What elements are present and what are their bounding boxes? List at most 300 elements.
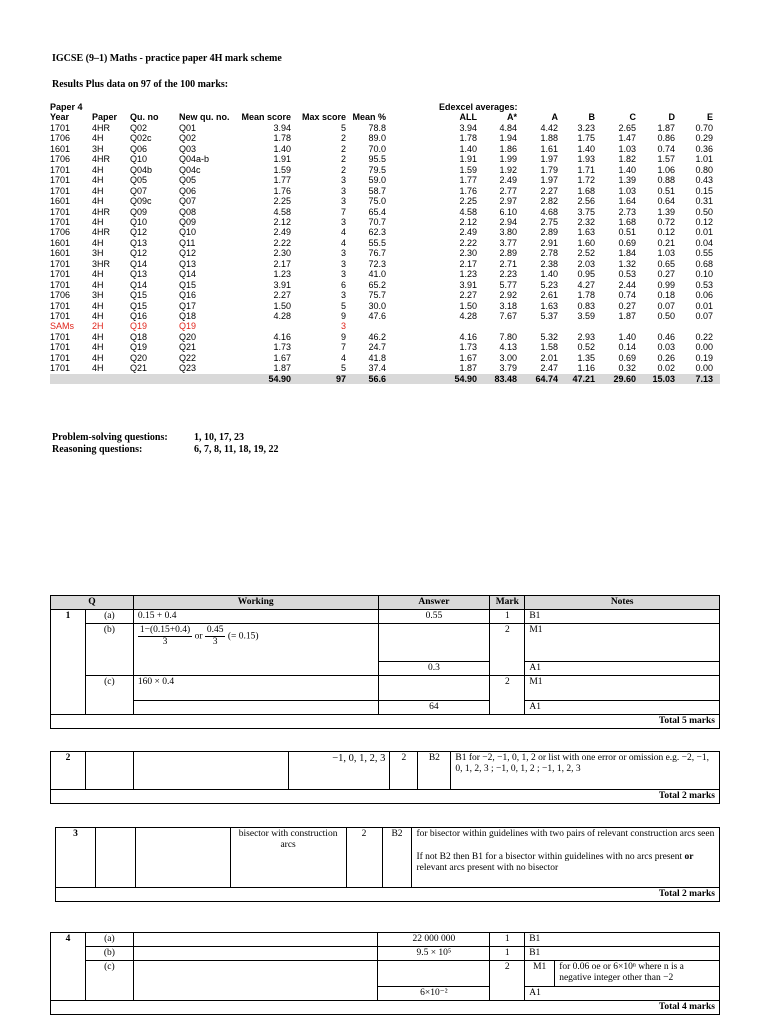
cell-c: 0.69 [618, 352, 636, 363]
cell-new-qu-no-: Q10 [179, 227, 197, 238]
cell-mean-score: 1.73 [273, 342, 291, 353]
cell-astar: 83.48 [494, 373, 517, 384]
q4c-row [51, 961, 720, 987]
cell-e: 0.01 [695, 227, 713, 238]
cell-mean-score: 1.91 [273, 154, 291, 165]
results-row [50, 259, 720, 269]
cell-all: 3.91 [459, 279, 477, 290]
cell-astar: 4.84 [499, 122, 517, 133]
cell-mean-score: 2.49 [273, 227, 291, 238]
cell-all: 2.17 [459, 258, 477, 269]
cell-mean-: 37.4 [368, 363, 386, 374]
cell-new-qu-no-: Q17 [179, 300, 197, 311]
cell-paper: 2H [92, 321, 104, 332]
q3-note-1: for bisector within guidelines with two pairs of relevant construction arcs seen [416, 829, 715, 839]
cell-max-score: 9 [340, 331, 346, 342]
cell-e: 0.31 [695, 196, 713, 207]
cell-paper: 4H [92, 363, 104, 374]
cell-mean-score: 4.16 [273, 331, 291, 342]
cell-year: 1701 [50, 269, 71, 280]
cell-c: 0.27 [618, 300, 636, 311]
cell-paper: 4H [92, 196, 104, 207]
q4a-part: (a) [85, 933, 133, 947]
q3-note-2: If not B2 then B1 for a bisector within guidelines with no arcs present or relevant arcs present with no bisector [416, 852, 694, 873]
cell-a: 4.42 [540, 122, 558, 133]
cell-mean-: 47.6 [368, 311, 386, 321]
q2-mark-table [50, 751, 720, 804]
cell-c: 1.84 [618, 248, 636, 259]
cell-b: 1.93 [577, 154, 595, 165]
cell-mean-: 89.0 [368, 133, 386, 144]
cell-new-qu-no-: Q07 [179, 196, 197, 207]
cell-paper: 4HR [92, 122, 111, 133]
cell-c: 1.87 [618, 311, 636, 321]
results-row [50, 217, 720, 227]
cell-max-score: 3 [340, 269, 346, 280]
q1c-note-m: M1 [525, 676, 720, 701]
cell-all: 54.90 [454, 373, 477, 384]
cell-a: 2.01 [540, 352, 558, 363]
cell-e: 0.10 [695, 269, 713, 280]
cell-e: 0.43 [695, 175, 713, 186]
cell-b: 2.93 [577, 331, 595, 342]
q1c-working: 160 × 0.4 [133, 676, 378, 701]
cell-e: 0.19 [695, 352, 713, 363]
cell-mean-score: 4.28 [273, 311, 291, 321]
cell-max-score: 3 [340, 185, 346, 196]
q2-mark: 2 [390, 752, 418, 790]
cell-qu-no: Q20 [130, 352, 148, 363]
cell-d: 0.07 [657, 300, 675, 311]
q1b-fraction-1: $\frac{1-(0.15+0.4)}{3}$ [139, 625, 191, 647]
cell-c: 0.69 [618, 237, 636, 248]
cell-c: 1.03 [618, 143, 636, 154]
cell-year: 1701 [50, 164, 71, 175]
results-row [50, 227, 720, 237]
q4b-answer: 9.5 × 10⁵ [378, 947, 490, 961]
q1b-note-a: A1 [525, 662, 720, 676]
edexcel-label: Edexcel averages: [439, 102, 518, 112]
cell-new-qu-no-: Q19 [179, 321, 197, 332]
cell-paper: 4H [92, 352, 104, 363]
cell-c: 1.64 [618, 196, 636, 207]
results-row [50, 123, 720, 133]
cell-b: 47.21 [572, 373, 595, 384]
cell-b: 3.75 [577, 206, 595, 217]
cell-mean-: 46.2 [368, 331, 386, 342]
cell-max-score: Max score [301, 112, 346, 123]
q1c-row [51, 676, 720, 701]
cell-max-score: 4 [340, 237, 346, 248]
q4a-working [133, 933, 378, 947]
cell-all: 1.73 [459, 342, 477, 353]
cell-astar: 3.79 [499, 363, 517, 374]
q4b-working [133, 947, 378, 961]
cell-qu-no: Q19 [130, 321, 148, 332]
cell-qu-no: Q13 [130, 269, 148, 280]
cell-b: 1.40 [577, 143, 595, 154]
cell-paper: 4H [92, 237, 104, 248]
cell-astar: 3.77 [499, 237, 517, 248]
q1c-working-blank [133, 701, 378, 715]
cell-b: 2.52 [577, 248, 595, 259]
cell-mean-: 75.0 [368, 196, 386, 207]
cell-e: 1.01 [695, 154, 713, 165]
results-row [50, 342, 720, 352]
q2-total: Total 2 marks [51, 790, 720, 804]
results-row [50, 353, 720, 363]
cell-all: 1.91 [459, 154, 477, 165]
cell-max-score: 97 [335, 373, 346, 384]
cell-astar: 2.97 [499, 196, 517, 207]
cell-new-qu-no-: Q16 [179, 290, 197, 301]
cell-new-qu-no-: Q03 [179, 143, 197, 154]
cell-new-qu-no-: Q22 [179, 352, 197, 363]
cell-astar: 5.77 [499, 279, 517, 290]
cell-a: 4.68 [540, 206, 558, 217]
cell-max-score: 2 [340, 133, 346, 144]
q1b-note-m: M1 [525, 624, 720, 662]
cell-c: 29.60 [613, 373, 636, 384]
results-group-header [50, 102, 720, 112]
q4-total-row [51, 1001, 720, 1015]
cell-year: 1701 [50, 206, 71, 217]
cell-astar: 2.71 [499, 258, 517, 269]
cell-c: 1.32 [618, 258, 636, 269]
q1a-working: 0.15 + 0.4 [133, 610, 378, 624]
cell-astar: 4.13 [499, 342, 517, 353]
cell-all: 3.94 [459, 122, 477, 133]
cell-astar: 1.99 [499, 154, 517, 165]
cell-max-score: 7 [340, 206, 346, 217]
cell-mean-score: 3.94 [273, 122, 291, 133]
cell-year: SAMs [50, 321, 75, 332]
cell-d: 0.51 [657, 185, 675, 196]
cell-new-qu-no-: Q09 [179, 216, 197, 227]
cell-mean-: 72.3 [368, 258, 386, 269]
cell-max-score: 6 [340, 279, 346, 290]
q1a-row [51, 610, 720, 624]
cell-year: 1701 [50, 216, 71, 227]
q2-working-blank [133, 752, 288, 790]
q4a-row [51, 933, 720, 947]
cell-b: 1.71 [577, 164, 595, 175]
cell-c: 0.32 [618, 363, 636, 374]
cell-year: 1701 [50, 352, 71, 363]
cell-a: 1.79 [540, 164, 558, 175]
cell-new-qu-no-: Q02 [179, 133, 197, 144]
cell-mean-: 95.5 [368, 154, 386, 165]
cell-d: 0.21 [657, 237, 675, 248]
cell-e: 0.36 [695, 143, 713, 154]
cell-all: 1.77 [459, 175, 477, 186]
cell-all: 4.28 [459, 311, 477, 321]
q4a-note: B1 [525, 933, 720, 947]
cell-a: 2.75 [540, 216, 558, 227]
cell-max-score: 3 [340, 175, 346, 186]
cell-qu-no: Q21 [130, 363, 148, 374]
results-row [50, 165, 720, 175]
cell-mean-score: 1.67 [273, 352, 291, 363]
q1c-answer-blank [378, 676, 490, 701]
cell-qu-no: Q15 [130, 300, 148, 311]
q4-total: Total 4 marks [51, 1001, 720, 1015]
results-row [50, 248, 720, 258]
cell-b: 0.52 [577, 342, 595, 353]
cell-b: 2.32 [577, 216, 595, 227]
cell-qu-no: Q09c [130, 196, 152, 207]
q1a-mark: 1 [490, 610, 525, 624]
cell-mean-: 59.0 [368, 175, 386, 186]
cell-c: 1.03 [618, 185, 636, 196]
cell-paper: 4H [92, 216, 104, 227]
results-row [50, 321, 720, 331]
cell-qu-no: Q07 [130, 185, 148, 196]
q2-note: B1 for −2, −1, 0, 1, 2 or list with one error or omission e.g. −2, −1, 0, 1, 2, 3 ; −1, 0, 1, 2 ; −1, 1, 2, 3 [451, 752, 720, 790]
paper-label: Paper 4 [50, 102, 83, 112]
cell-astar: 1.92 [499, 164, 517, 175]
cell-all: 1.23 [459, 269, 477, 280]
cell-d: 0.27 [657, 269, 675, 280]
cell-paper: 3H [92, 143, 104, 154]
cell-qu-no: Q12 [130, 248, 148, 259]
cell-mean-: Mean % [352, 112, 386, 123]
cell-b: 2.03 [577, 258, 595, 269]
q1b-or: or [194, 631, 203, 642]
cell-astar: 1.86 [499, 143, 517, 154]
cell-astar: 3.80 [499, 227, 517, 238]
cell-e: 7.13 [695, 373, 713, 384]
cell-b: 2.56 [577, 196, 595, 207]
cell-a: 1.58 [540, 342, 558, 353]
cell-new-qu-no-: Q20 [179, 331, 197, 342]
cell-d: 0.12 [657, 227, 675, 238]
cell-e: 0.12 [695, 216, 713, 227]
cell-mean-score: 4.58 [273, 206, 291, 217]
cell-e: 0.50 [695, 206, 713, 217]
cell-astar: 2.94 [499, 216, 517, 227]
reasoning-value: 6, 7, 8, 11, 18, 19, 22 [194, 444, 279, 455]
q4-mark-table [50, 932, 720, 1015]
cell-new-qu-no-: Q21 [179, 342, 197, 353]
q1b-part: (b) [85, 624, 133, 676]
cell-d: 0.88 [657, 175, 675, 186]
results-row [50, 269, 720, 279]
q3-mark: 2 [346, 828, 382, 888]
cell-d: 0.65 [657, 258, 675, 269]
cell-mean-: 79.5 [368, 164, 386, 175]
cell-astar: 2.49 [499, 175, 517, 186]
cell-c: 1.40 [618, 331, 636, 342]
q1a-answer: 0.55 [378, 610, 490, 624]
cell-max-score: 2 [340, 164, 346, 175]
cell-d: 0.64 [657, 196, 675, 207]
cell-year: 1701 [50, 175, 71, 186]
cell-all: 2.49 [459, 227, 477, 238]
q1b-row [51, 624, 720, 662]
cell-e: 0.68 [695, 258, 713, 269]
cell-d: 0.26 [657, 352, 675, 363]
q1c-answer-row [51, 701, 720, 715]
q2-part-blank [85, 752, 133, 790]
problem-solving-label: Problem-solving questions: [52, 432, 168, 443]
cell-e: 0.00 [695, 342, 713, 353]
cell-b: B [588, 112, 595, 123]
cell-all: 2.30 [459, 248, 477, 259]
cell-mean-: 24.7 [368, 342, 386, 353]
cell-new-qu-no-: Q12 [179, 248, 197, 259]
cell-qu-no: Q09 [130, 206, 148, 217]
q1a-part: (a) [85, 610, 133, 624]
cell-astar: 7.67 [499, 311, 517, 321]
cell-c: 0.53 [618, 269, 636, 280]
cell-astar: 2.77 [499, 185, 517, 196]
cell-max-score: 3 [340, 196, 346, 207]
cell-year: 1706 [50, 290, 71, 301]
cell-year: Year [50, 112, 70, 123]
cell-d: 0.72 [657, 216, 675, 227]
q3-number: 3 [56, 828, 96, 888]
cell-new-qu-no-: New qu. no. [179, 112, 230, 123]
q1c-answer: 64 [378, 701, 490, 715]
cell-c: 1.39 [618, 175, 636, 186]
cell-e: 0.22 [695, 331, 713, 342]
cell-all: 1.59 [459, 164, 477, 175]
cell-astar: 3.00 [499, 352, 517, 363]
cell-mean-score: 1.78 [273, 133, 291, 144]
cell-mean-: 78.8 [368, 122, 386, 133]
cell-d: 1.39 [657, 206, 675, 217]
q1-header-row [51, 596, 720, 610]
cell-year: 1706 [50, 227, 71, 238]
cell-max-score: 2 [340, 154, 346, 165]
cell-c: 0.14 [618, 342, 636, 353]
q4c-working [133, 961, 378, 1001]
results-row [50, 280, 720, 290]
cell-d: 0.18 [657, 290, 675, 301]
cell-a: 2.82 [540, 196, 558, 207]
cell-a: 2.27 [540, 185, 558, 196]
cell-mean-: 70.0 [368, 143, 386, 154]
cell-d: 0.50 [657, 311, 675, 321]
cell-mean-score: 2.12 [273, 216, 291, 227]
cell-year: 1701 [50, 258, 71, 269]
cell-d: 1.06 [657, 164, 675, 175]
cell-b: 1.72 [577, 175, 595, 186]
header-mark: Mark [490, 596, 525, 610]
cell-a: 1.97 [540, 175, 558, 186]
cell-mean-score: 2.17 [273, 258, 291, 269]
cell-qu-no: Q10 [130, 216, 148, 227]
cell-c: 1.47 [618, 133, 636, 144]
cell-b: 0.95 [577, 269, 595, 280]
problem-solving-value: 1, 10, 17, 23 [194, 432, 244, 443]
cell-new-qu-no-: Q06 [179, 185, 197, 196]
q4c-mark: 2 [490, 961, 525, 1001]
cell-mean-score: 2.27 [273, 290, 291, 301]
cell-qu-no: Q19 [130, 342, 148, 353]
results-row [50, 186, 720, 196]
cell-all: 1.50 [459, 300, 477, 311]
cell-c: C [629, 112, 636, 123]
cell-mean-score: 1.77 [273, 175, 291, 186]
results-row [50, 311, 720, 321]
results-row [50, 301, 720, 311]
q3-total: Total 2 marks [56, 888, 720, 902]
cell-paper: 3H [92, 248, 104, 259]
cell-max-score: 5 [340, 300, 346, 311]
q4c-note-m: for 0.06 oe or 6×10ⁿ where n is a negative integer other than −2 [555, 961, 720, 987]
cell-qu-no: Q10 [130, 154, 148, 165]
q3-code: B2 [382, 828, 412, 888]
cell-d: 0.74 [657, 143, 675, 154]
cell-new-qu-no-: Q04c [179, 164, 201, 175]
q1b-answer-blank [378, 624, 490, 662]
cell-c: 1.68 [618, 216, 636, 227]
cell-year: 1701 [50, 311, 71, 321]
cell-mean-score: 1.40 [273, 143, 291, 154]
header-notes: Notes [525, 596, 720, 610]
cell-qu-no: Q15 [130, 290, 148, 301]
cell-year: 1701 [50, 279, 71, 290]
results-header-row [50, 112, 720, 122]
q1b-fraction-2: $\frac{0.45}{3}$ [206, 625, 224, 647]
cell-qu-no: Q04b [130, 164, 153, 175]
cell-mean-score: 1.87 [273, 363, 291, 374]
q4c-answer-blank [378, 961, 490, 987]
cell-paper: 4H [92, 164, 104, 175]
q2-row [51, 752, 720, 790]
q4b-part: (b) [85, 947, 133, 961]
cell-d: 0.02 [657, 363, 675, 374]
q4a-mark: 1 [490, 933, 525, 947]
results-row [50, 144, 720, 154]
cell-year: 1701 [50, 300, 71, 311]
results-row [50, 175, 720, 185]
cell-all: ALL [459, 112, 477, 123]
cell-max-score: 3 [340, 290, 346, 301]
q4b-note: B1 [525, 947, 720, 961]
cell-a: 2.89 [540, 227, 558, 238]
cell-new-qu-no-: Q23 [179, 363, 197, 374]
results-row [50, 290, 720, 300]
cell-all: 2.22 [459, 237, 477, 248]
header-answer: Answer [378, 596, 490, 610]
cell-paper: 4H [92, 342, 104, 353]
cell-a: 64.74 [535, 373, 558, 384]
cell-mean-score: 1.50 [273, 300, 291, 311]
cell-new-qu-no-: Q11 [179, 237, 196, 248]
cell-qu-no: Q06 [130, 143, 148, 154]
cell-all: 1.78 [459, 133, 477, 144]
cell-year: 1601 [50, 143, 71, 154]
cell-a: 2.38 [540, 258, 558, 269]
cell-c: 1.82 [618, 154, 636, 165]
cell-max-score: 4 [340, 227, 346, 238]
cell-astar: 7.80 [499, 331, 517, 342]
cell-e: 0.15 [695, 185, 713, 196]
cell-mean-: 41.0 [368, 269, 386, 280]
cell-b: 1.68 [577, 185, 595, 196]
cell-all: 1.87 [459, 363, 477, 374]
cell-year: 1701 [50, 122, 71, 133]
q3-working-blank [135, 828, 230, 888]
cell-paper: 4H [92, 133, 104, 144]
cell-year: 1701 [50, 363, 71, 374]
q3-mark-table [55, 827, 720, 902]
cell-new-qu-no-: Q04a-b [179, 154, 210, 165]
cell-c: 0.51 [618, 227, 636, 238]
